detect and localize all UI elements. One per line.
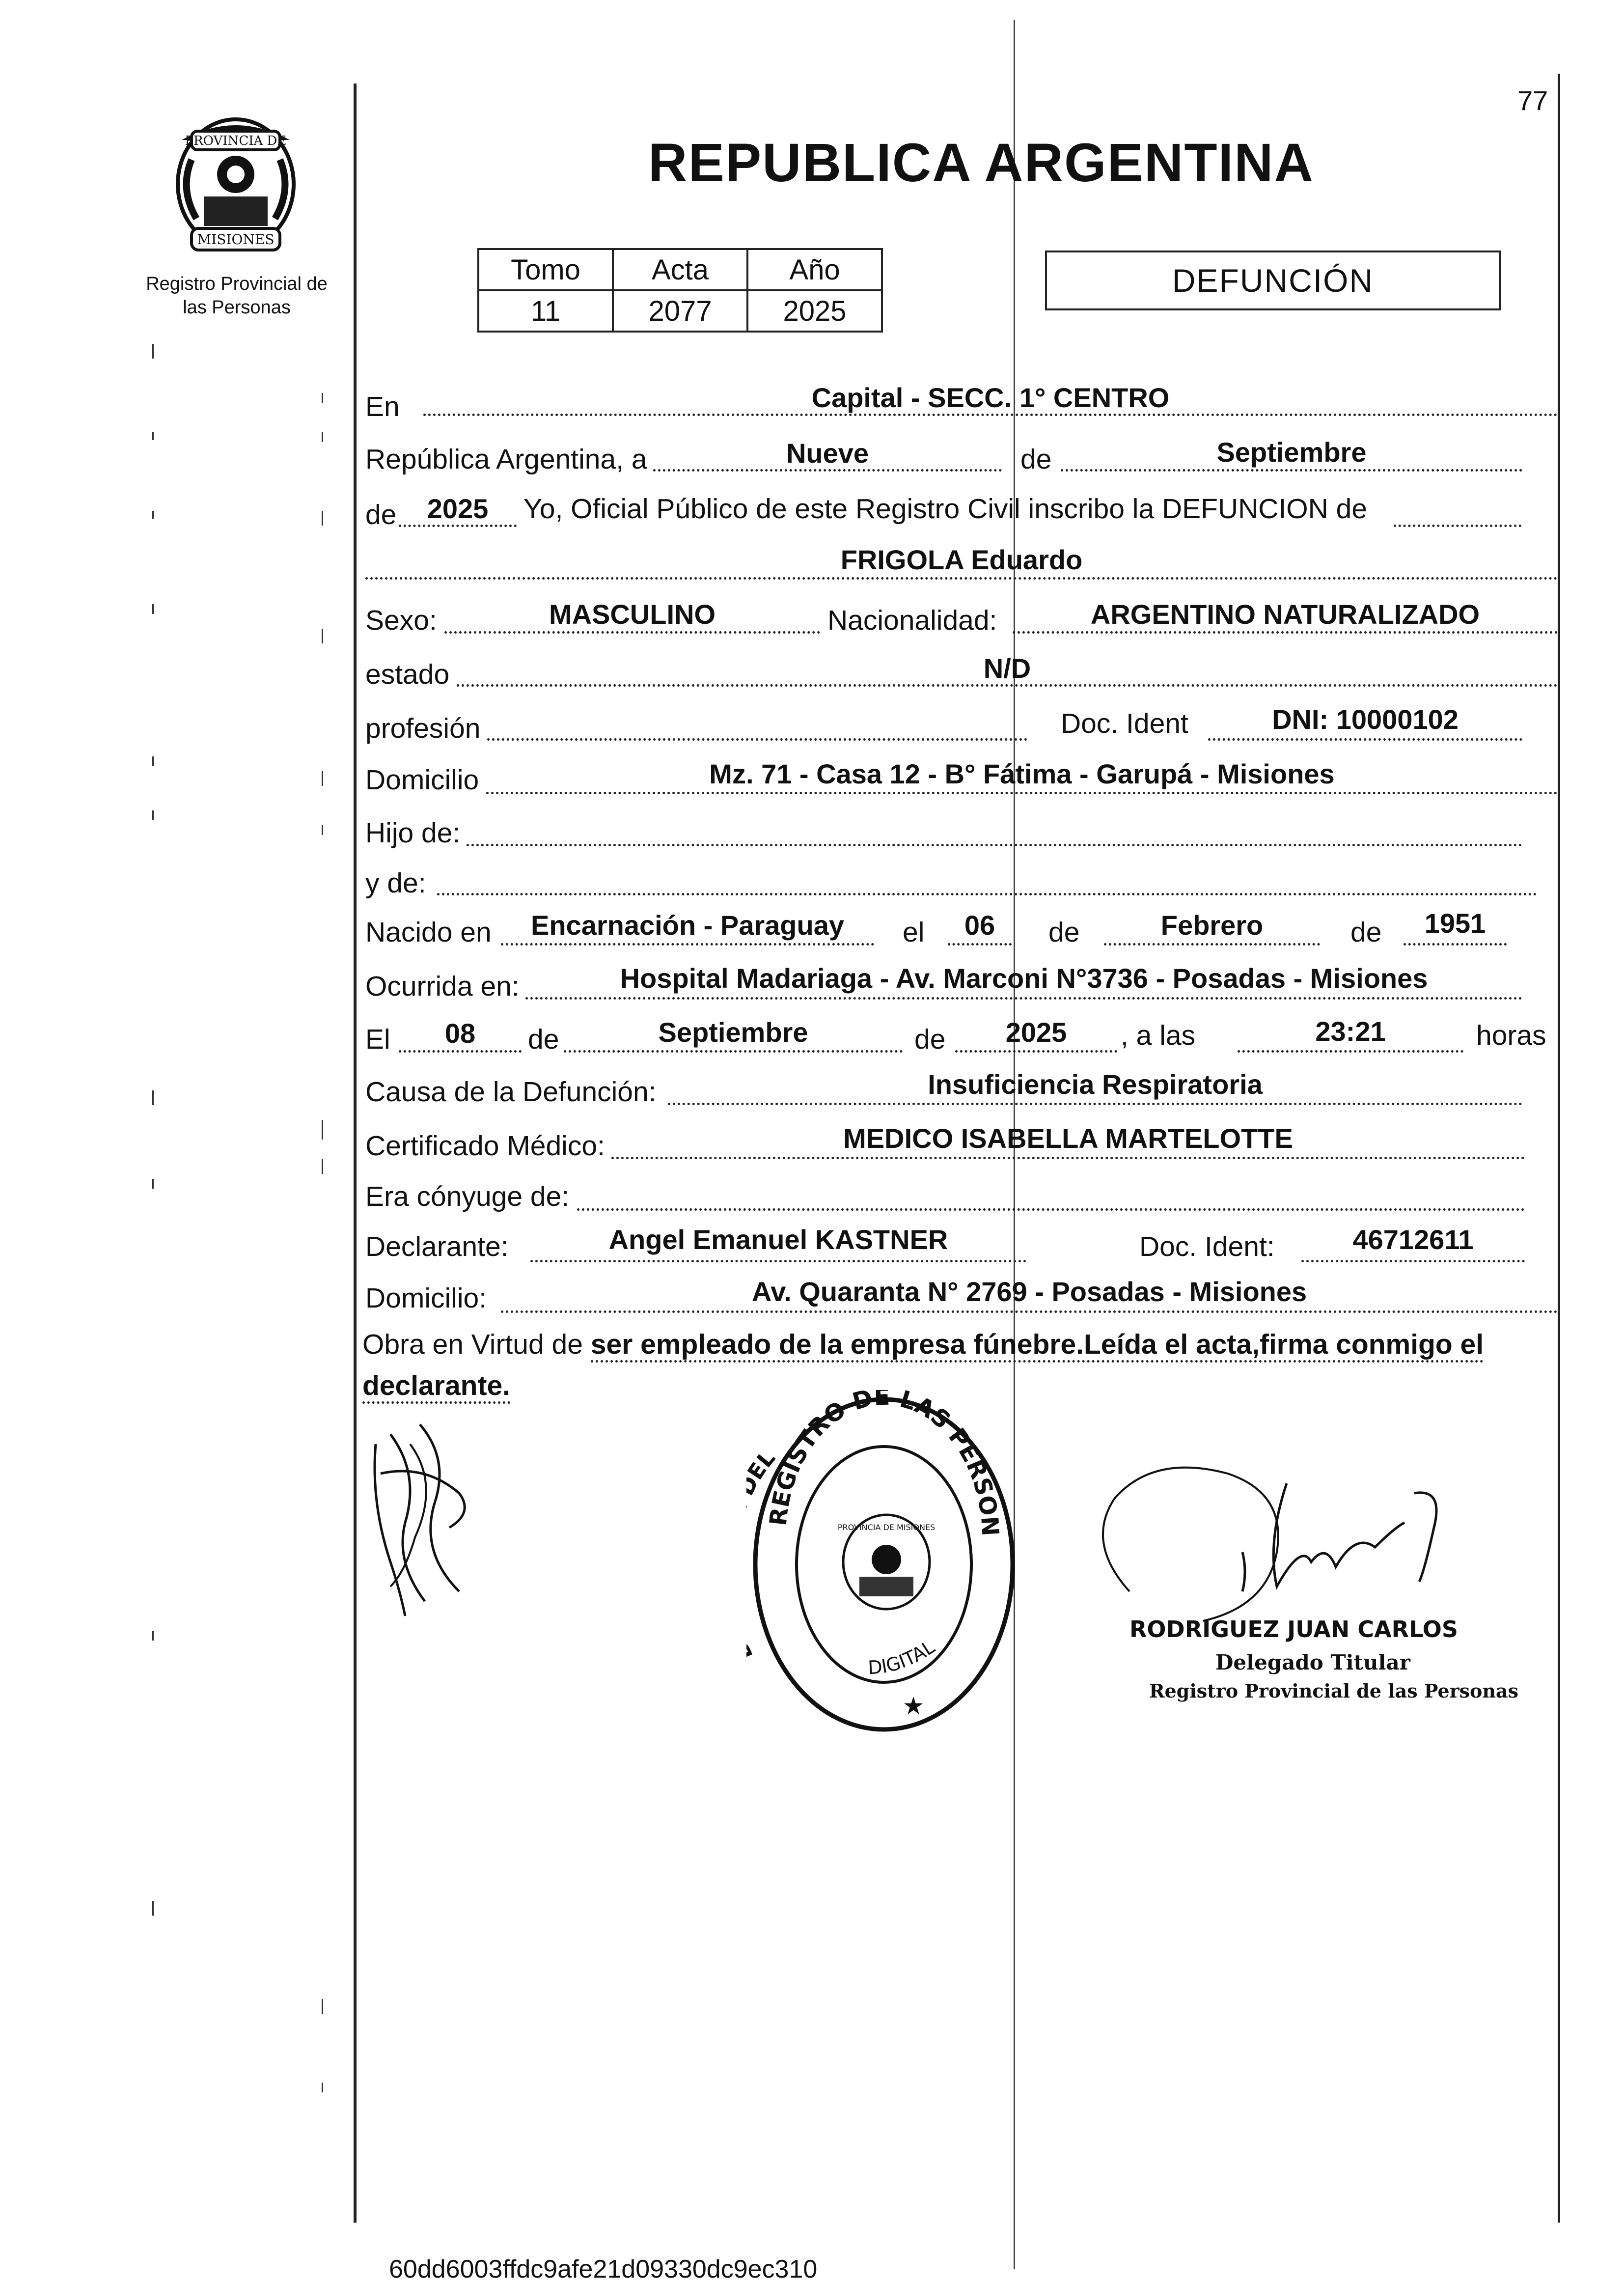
dotline-lugar <box>423 414 1558 416</box>
value-lugar: Capital - SECC. 1° CENTRO <box>811 382 1170 413</box>
value-anio: 2025 <box>747 290 882 332</box>
value-causa: Insuficiencia Respiratoria <box>928 1069 1263 1100</box>
label-nacido-en: Nacido en <box>365 917 492 948</box>
signer-office: Registro Provincial de las Personas <box>1149 1680 1519 1702</box>
value-nacido-mes: Febrero <box>1160 910 1264 941</box>
label-doc-ident-declarante: Doc. Ident: <box>1139 1231 1275 1262</box>
label-de-nacido-mes: de <box>1048 917 1080 948</box>
dotline-profesion <box>487 738 1027 741</box>
label-de-fallecio-mes: de <box>528 1024 559 1055</box>
header-tomo: Tomo <box>478 249 613 290</box>
dotline-nacido-dia <box>948 943 1012 946</box>
value-obra-line1: ser empleado de la empresa fúnebre.Leída el acta,firma conmigo el <box>591 1329 1484 1363</box>
value-nacido-anio: 1951 <box>1424 908 1486 939</box>
dotline-nacionalidad <box>1013 631 1558 634</box>
value-mes: Septiembre <box>1216 437 1367 468</box>
label-ocurrida-en: Ocurrida en: <box>365 971 520 1002</box>
label-sexo: Sexo: <box>365 605 437 636</box>
emblem-bottom-text: MISIONES <box>197 231 275 248</box>
value-acta: 2077 <box>613 290 747 332</box>
label-horas: horas <box>1476 1020 1546 1051</box>
label-el-cap: El <box>365 1024 390 1055</box>
label-de-nacido-anio: de <box>1350 917 1382 948</box>
label-hijo-de: Hijo de: <box>365 817 461 849</box>
dotline-ocurrida-en <box>525 997 1522 1000</box>
record-type-box: DEFUNCIÓN <box>1045 251 1501 310</box>
document-hash: 60dd6003ffdc9afe21d09330dc9ec310 <box>389 2255 818 2284</box>
stamp-bottom-text: DIGITAL <box>867 1636 939 1679</box>
stamp-inner-text: L <box>752 1446 780 1473</box>
dotline-mes <box>1061 469 1522 472</box>
svg-text:REGISTRO DE LAS PERSONAS <box>746 1390 1004 1537</box>
dotline-conyuge <box>577 1208 1525 1211</box>
value-fallecio-dia: 08 <box>444 1018 476 1049</box>
page-number: 77 <box>1517 85 1548 116</box>
value-sexo: MASCULINO <box>549 599 716 630</box>
signer-name: RODRIGUEZ JUAN CARLOS <box>1129 1616 1458 1643</box>
registry-seal-stamp <box>746 1390 1021 1739</box>
label-de-anio: de <box>365 499 397 530</box>
signer-title: Delegado Titular <box>1215 1650 1410 1674</box>
label-en: En <box>365 391 400 422</box>
dotline-declarante-domicilio <box>501 1310 1558 1313</box>
dotline-fallecio-mes <box>564 1050 903 1053</box>
label-domicilio: Domicilio <box>365 764 479 796</box>
value-dia: Nueve <box>786 438 869 469</box>
dotline-nacido-anio <box>1404 943 1507 946</box>
value-nombre: FRIGOLA Eduardo <box>840 544 1083 575</box>
emblem-top-text: PROVINCIA DE <box>185 134 287 148</box>
label-obra: Obra en Virtud de <box>362 1329 583 1360</box>
right-margin-rule <box>1558 74 1560 2223</box>
dotline-hijo-de <box>467 844 1522 846</box>
dotline-nacido-mes <box>1104 943 1320 946</box>
dotline-fallecio-anio <box>955 1050 1117 1053</box>
label-de-mes: de <box>1020 444 1052 475</box>
value-estado: N/D <box>983 653 1031 684</box>
registry-label: Registro Provincial de las Personas <box>146 274 328 318</box>
label-conyuge: Era cónyuge de: <box>365 1181 570 1212</box>
header-anio: Año <box>747 249 882 290</box>
value-tomo: 11 <box>478 290 613 332</box>
label-yo-text: Yo, Oficial Público de este Registro Civil inscribo la DEFUNCION de <box>523 493 1368 525</box>
label-a-las: , a las <box>1121 1020 1196 1051</box>
provincial-emblem <box>162 106 309 258</box>
svg-text:★: ★ <box>902 1692 925 1720</box>
dotline-declarante <box>530 1260 1026 1262</box>
header-acta: Acta <box>613 249 747 290</box>
value-fallecio-mes: Septiembre <box>658 1017 808 1048</box>
label-domicilio-declarante: Domicilio: <box>365 1282 487 1314</box>
margin-marks <box>142 305 329 2245</box>
label-certificado: Certificado Médico: <box>365 1130 605 1162</box>
dotline-nacido-lugar <box>501 943 874 946</box>
label-doc-ident: Doc. Ident <box>1061 708 1188 739</box>
dotline-documento <box>1208 738 1522 741</box>
dotline-declarante-doc <box>1301 1260 1525 1262</box>
dotline-sexo <box>444 631 820 634</box>
svg-text:DIGITAL <box>867 1636 938 1679</box>
official-signature <box>1080 1444 1483 1631</box>
value-declarante: Angel Emanuel KASTNER <box>608 1224 948 1255</box>
value-documento: DNI: 10000102 <box>1272 704 1459 735</box>
value-declarante-doc: 46712611 <box>1352 1224 1474 1255</box>
dotline-hora <box>1238 1050 1463 1053</box>
declarant-signature <box>361 1415 484 1621</box>
dotline-causa <box>668 1103 1522 1105</box>
value-declarante-domicilio: Av. Quaranta N° 2769 - Posadas - Misiones <box>751 1276 1307 1307</box>
stamp-center-text: PROVINCIA DE MISIONES <box>837 1523 936 1532</box>
dotline-fallecio-dia <box>399 1050 522 1053</box>
label-declarante: Declarante: <box>365 1231 509 1262</box>
value-ocurrida-en: Hospital Madariaga - Av. Marconi N°3736 - Posadas - Misiones <box>620 963 1428 994</box>
dotline-estado <box>457 684 1558 687</box>
label-de-fallecio-anio: de <box>914 1024 946 1055</box>
dotline-nombre <box>365 577 1558 580</box>
left-margin-rule <box>354 84 357 2223</box>
label-el: el <box>903 917 925 948</box>
dotline-y-de <box>437 893 1537 895</box>
value-nacido-lugar: Encarnación - Paraguay <box>530 910 844 941</box>
label-estado: estado <box>365 659 450 690</box>
dotline-domicilio <box>486 792 1558 794</box>
value-hora: 23:21 <box>1315 1016 1386 1047</box>
value-anio: 2025 <box>427 493 489 524</box>
record-table <box>477 248 883 333</box>
dotline-trailing <box>1394 525 1521 527</box>
stamp-outer-text: REGISTRO DE LAS PERSON <box>764 1390 1004 1537</box>
value-certificado: MEDICO ISABELLA MARTELOTTE <box>843 1123 1293 1154</box>
dotline-dia <box>653 469 1002 472</box>
label-y-de: y de: <box>365 867 426 899</box>
value-domicilio: Mz. 71 - Casa 12 - B° Fátima - Garupá - Misiones <box>709 758 1335 789</box>
value-fallecio-anio: 2025 <box>1005 1017 1067 1048</box>
label-causa: Causa de la Defunción: <box>365 1076 657 1108</box>
label-nacionalidad: Nacionalidad: <box>827 605 997 636</box>
value-obra-line2: declarante. <box>362 1370 510 1404</box>
value-nacido-dia: 06 <box>964 910 995 941</box>
value-nacionalidad: ARGENTINO NATURALIZADO <box>1090 599 1480 630</box>
dotline-certificado <box>611 1157 1525 1159</box>
label-profesion: profesión <box>365 713 481 744</box>
label-republica: República Argentina, a <box>365 444 647 475</box>
dotline-anio <box>399 525 517 527</box>
document-title: REPUBLICA ARGENTINA <box>648 133 1314 193</box>
